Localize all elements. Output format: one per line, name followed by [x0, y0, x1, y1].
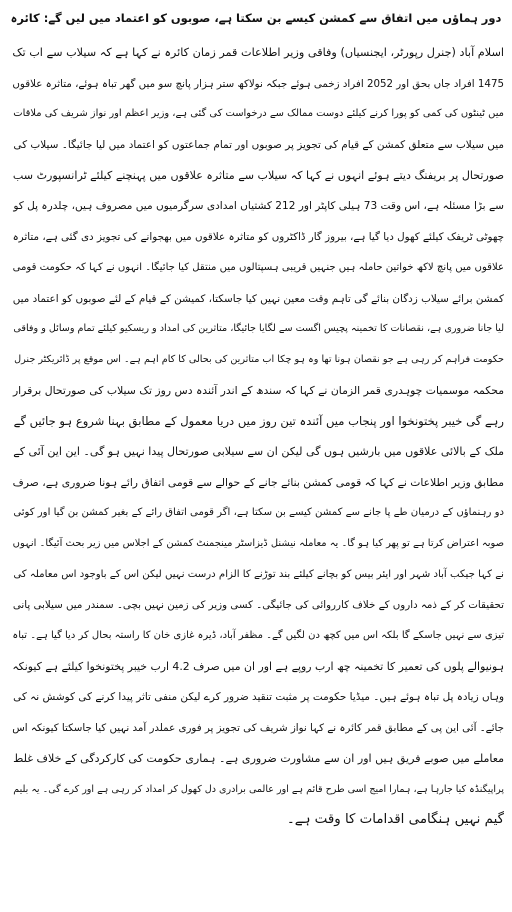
- article-line: میں سیلاب سے متعلق کمشن کے قیام کی تجویز پر صوبوں اور تمام جماعتوں کو اعتماد میں لیا جائیگا۔ سیلاب کی: [13, 139, 504, 152]
- article-line: سے بڑا مسئلہ ہے، اس وقت 73 ہیلی کاپٹر اور 212 کشتیاں امدادی سرگرمیوں میں مصروف ہیں، چلدرہ پل کو: [13, 200, 504, 213]
- article-line: حکومت فراہم کر رہی ہے جو نقصان ہونا تھا وہ ہو چکا اب متاثرین کی بحالی کا کام اہم ہے۔ اس موقع پر ڈائریکٹر جنرل: [14, 353, 504, 365]
- article-line: دو رہنماؤں کے درمیان طے پا جانے سے کمشن کیسے بن سکتا ہے، اگر قومی اتفاق رائے کے بغیر کمشن بن گیا اور کوئی: [13, 507, 504, 519]
- article-line: علاقوں میں پانچ لاکھ خواتین حاملہ ہیں جنہیں قریبی ہسپتالوں میں منتقل کیا جائیگا۔ انہوں نے کہا کہ حکومت قومی: [12, 261, 504, 273]
- article-line: صورتحال پر بریفنگ دیتے ہوئے انہوں نے کہا کہ سیلاب سے متاثرہ علاقوں میں پہنچنے کیلئے ٹرانسپورٹ سب: [12, 168, 504, 182]
- article-line: تیزی سے نہیں جاسکے گا بلکہ اس میں کچھ دن لگیں گے۔ مظفر آباد، ڈیرہ غازی خان کا راستہ بحال کر دیا گیا ہے۔ تباہ: [12, 630, 504, 642]
- article-line: وہاں زیادہ پل تباہ ہوئے ہیں۔ میڈیا حکومت پر مثبت تنقید ضرور کرے لیکن منفی تاثر پیدا کرنے کی کوشش نہ کی: [13, 691, 504, 704]
- article-line: گیم نہیں ہنگامی اقدامات کا وقت ہے۔: [286, 812, 504, 828]
- article-line: چھوٹی ٹریفک کیلئے کھول دیا گیا ہے، بیروز گار ڈاکٹروں کو متاثرہ علاقوں میں بھجوانے کی تجویز دی گئی ہے، متاثرہ: [12, 231, 504, 244]
- article-line: مطابق وزیر اطلاعات نے کہا کہ قومی کمشن بنائے جانے کے حوالے سے قومی اتفاق رائے ہونا ضروری ہے، صرف: [12, 475, 504, 489]
- article-body: [8, 38, 504, 836]
- article-line: میں ٹینٹوں کی کمی کو پورا کرنے کیلئے دوست ممالک سے درخواست کی گئی ہے، وزیر اعظم اور نواز شریف کی ملاقات: [13, 108, 504, 120]
- article-line: پراپیگنڈہ کیا جارہا ہے، ہمارا امیج اسی طرح قائم ہے اور عالمی برادری دل کھول کر امداد کر رہی ہے اور کرے گی۔ یہ بلیم: [13, 783, 504, 795]
- article-headline: دور ہماؤں میں اتفاق سے کمشن کیسے بن سکتا ہے، صوبوں کو اعتماد میں لیں گے: کائرہ: [10, 11, 502, 25]
- article-line: ہونیوالے پلوں کی تعمیر کا تخمینہ چھ ارب روپے ہے اور ان میں صرف 4.2 ارب خیبر پختونخوا کیلئے ہے کیونکہ: [12, 659, 504, 673]
- article-line: تحقیقات کر کے ذمہ داروں کے خلاف کارروائی کی جائیگی۔ کسی وزیر کی زمین نہیں بچی۔ سمندر میں سیلابی پانی: [12, 599, 504, 612]
- article-line: کمشن برائے سیلاب زدگان بنائے گی تاہم وقت معین نہیں کیا جاسکتا، کمیشن کے قیام کے لئے صوبوں کو اعتماد میں: [12, 292, 504, 305]
- article-line: معاملے میں صوبے فریق ہیں اور ان سے مشاورت ضروری ہے۔ ہماری حکومت کی کارکردگی کے خلاف غلط: [13, 751, 504, 765]
- article-line: لیا جانا ضروری ہے، نقصانات کا تخمینہ پچیس اگست سے لگایا جائیگا، متاثرین کی امداد و ریسکیو کیلئے تمام وسائل و وفاقی: [13, 323, 504, 335]
- article-line: صوبہ اعتراض کرتا ہے تو پھر کیا ہو گا۔ یہ معاملہ نیشنل ڈیزاسٹر مینجمنٹ کمشن کے اجلاس میں زیر بحث آئیگا۔ انہوں: [12, 538, 504, 549]
- article-line: 1475 افراد جاں بحق اور 2052 افراد زخمی ہوئے جبکہ نولاکھ ستر ہزار پانچ سو میں گھر تباہ ہوئے، متاثرہ علاقوں: [12, 77, 504, 90]
- article-line: رہے گی خیبر پختونخوا اور پنجاب میں آئندہ تین روز میں دریا معمول کے مطابق بہنا شروع ہو جائیں گے: [13, 414, 504, 429]
- article-line: نے کہا جیکب آباد شہر اور ایئر بیس کو بچانے کیلئے بند توڑنے کا الزام درست نہیں لیکن اس کے باوجود اس معاملہ کی: [13, 568, 504, 580]
- article-line: جائے۔ آئی این پی کے مطابق قمر کائرہ نے کہا نواز شریف کی تجویز پر فوری عملدر آمد نہیں کیا جاسکتا کیونکہ اس: [12, 722, 504, 735]
- article-line: ملک کے بالائی علاقوں میں بارشیں ہوں گی لیکن ان سے سیلابی صورتحال پیدا نہیں ہو گی۔ این این آئی کے: [13, 444, 504, 458]
- article-line: اسلام آباد (جنرل رپورٹر، ایجنسیاں) وفاقی وزیر اطلاعات قمر زمان کائرہ نے کہا ہے کہ سیلاب سے اب تک: [12, 46, 504, 59]
- article-line: محکمہ موسمیات چوہدری قمر الزمان نے کہا کہ سندھ کے اندر آئندہ دس روز تک سیلاب کی صورتحال برقرار: [12, 383, 504, 397]
